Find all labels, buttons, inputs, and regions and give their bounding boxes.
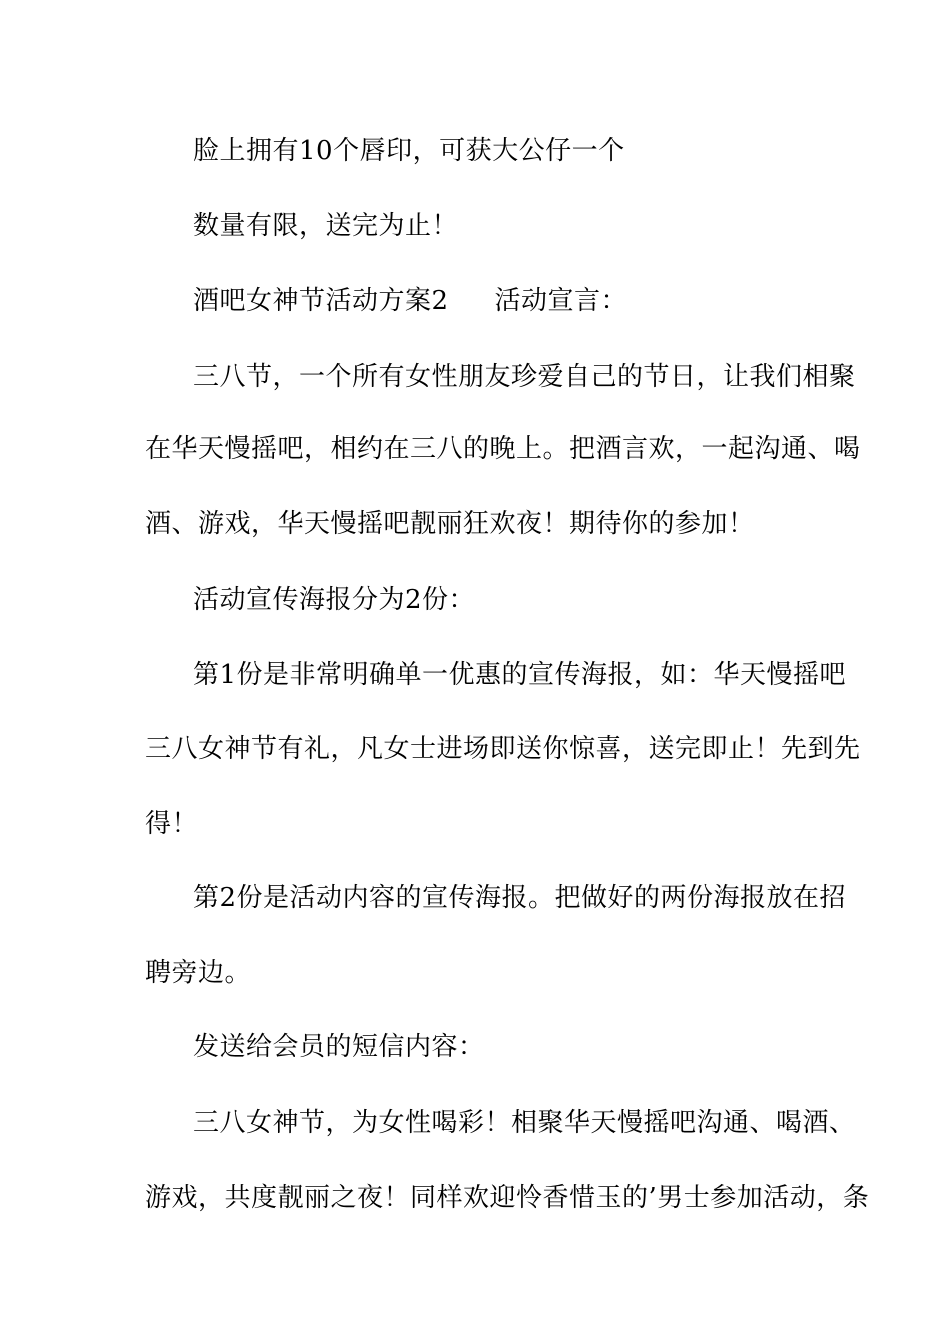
paragraph-line: 聘旁边。 xyxy=(145,958,252,988)
paragraph-line: 三八节，一个所有女性朋友珍爱自己的节日，让我们相聚 xyxy=(193,362,856,392)
paragraph-line: 得！ xyxy=(145,809,199,839)
paragraph-line: 活动宣传海报分为2份： xyxy=(193,585,476,615)
paragraph-line: 酒、游戏，华天慢摇吧靓丽狂欢夜！期待你的参加！ xyxy=(145,509,755,539)
paragraph-line: 发送给会员的短信内容： xyxy=(193,1032,485,1062)
section-subtitle: 活动宣言： xyxy=(494,286,628,316)
paragraph-line: 第1份是非常明确单一优惠的宣传海报，如：华天慢摇吧 xyxy=(193,660,847,690)
paragraph-line: 在华天慢摇吧，相约在三八的晚上。把酒言欢，一起沟通、喝 xyxy=(145,434,861,464)
paragraph-line: 数量有限，送完为止！ xyxy=(193,211,459,241)
paragraph-line: 三八女神节，为女性喝彩！相聚华天慢摇吧沟通、喝酒、 xyxy=(193,1108,856,1138)
heading-line xyxy=(0,283,950,319)
paragraph-line: 三八女神节有礼，凡女士进场即送你惊喜，送完即止！先到先 xyxy=(145,734,861,764)
paragraph-line: 游戏，共度靓丽之夜！同样欢迎怜香惜玉的’男士参加活动，条 xyxy=(145,1183,870,1213)
section-title: 酒吧女神节活动方案2 xyxy=(193,286,449,316)
paragraph-line: 脸上拥有10个唇印，可获大公仔一个 xyxy=(193,136,625,166)
paragraph-line: 第2份是活动内容的宣传海报。把做好的两份海报放在招 xyxy=(193,883,847,913)
